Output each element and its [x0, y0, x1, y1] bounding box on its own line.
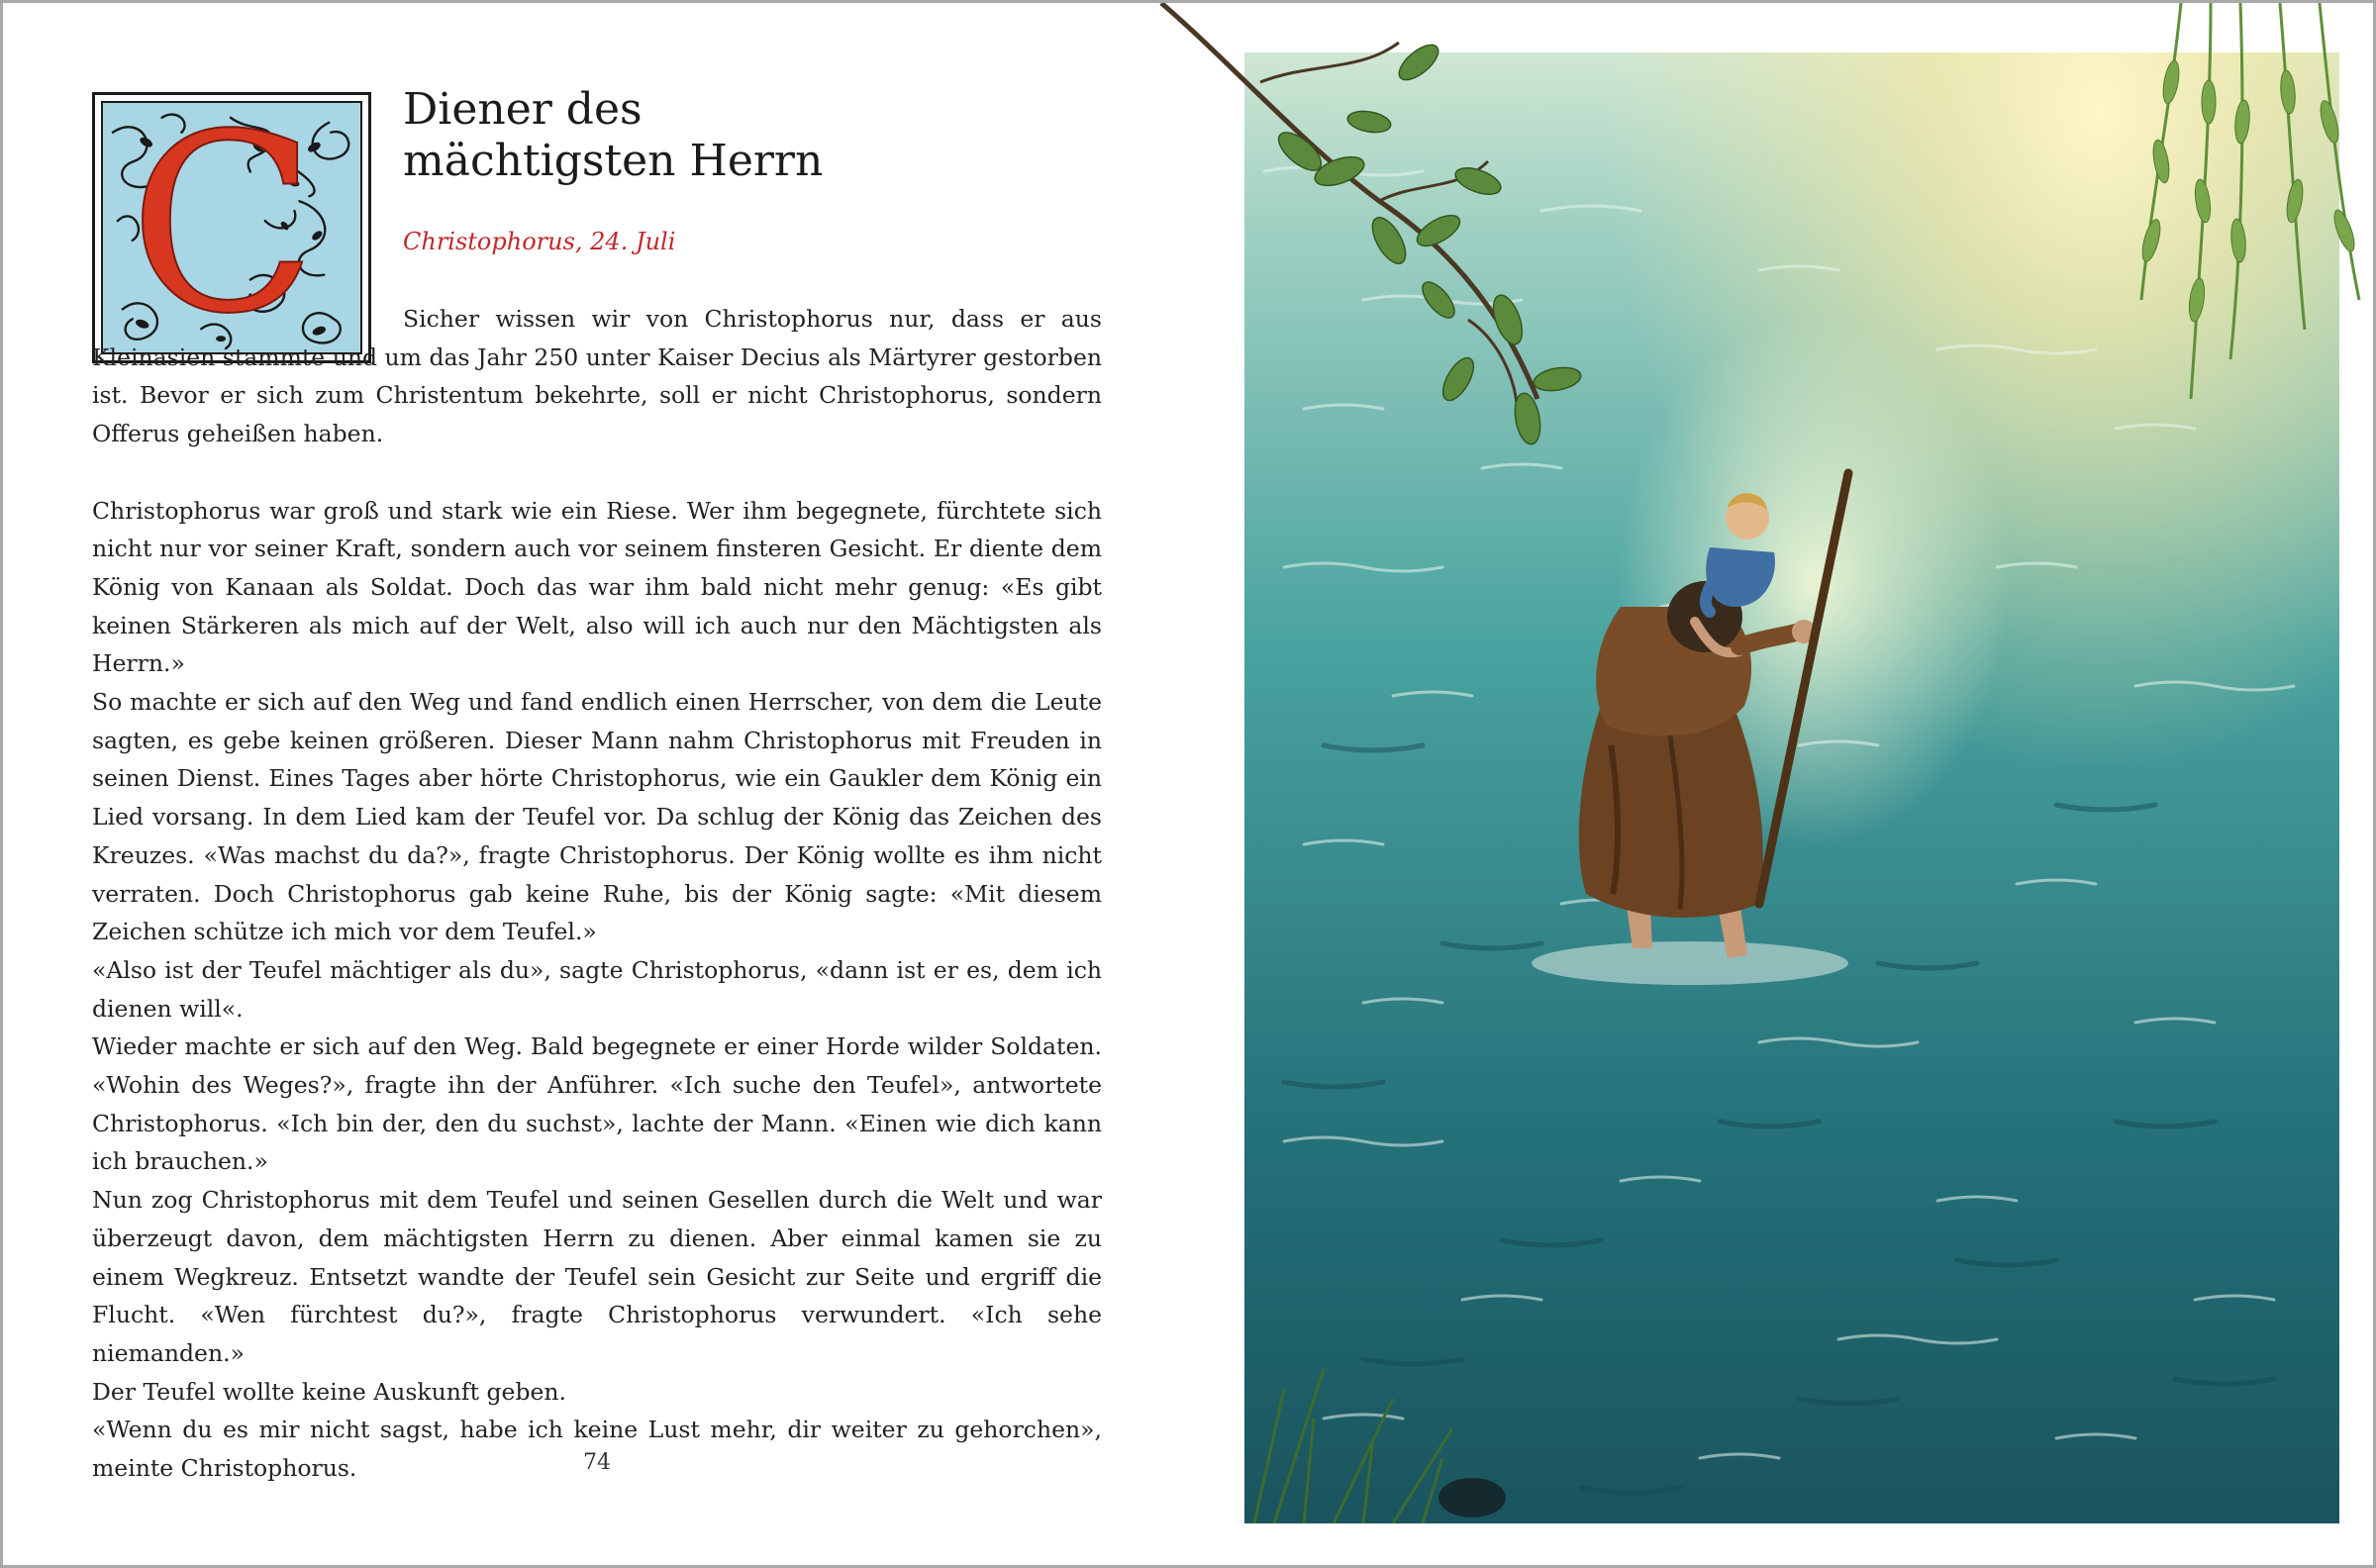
page-title: [403, 84, 1116, 187]
paragraph-1: Sicher wissen wir von Christophorus nur, dass er aus Kleinasien stammte und um das Jahr 250 unter Kaiser Decius als Märtyrer gestorben ist. Bevor er sich zum Christentum bekehrte, soll er nicht Christophorus, sondern Offerus geheißen haben.: [92, 305, 1102, 448]
page-number: 74: [583, 1450, 611, 1475]
story-text: [92, 300, 1102, 1488]
paragraph-7: Der Teufel wollte keine Auskunft geben.: [92, 1377, 567, 1406]
halo-glow: [1244, 52, 2339, 1523]
left-page: [3, 3, 1151, 1568]
svg-text:C: C: [129, 103, 317, 352]
paragraph-4: «Also ist der Teufel mächtiger als du», sagte Christophorus, «dann ist er es, dem ich dienen will«.: [92, 955, 1102, 1023]
paragraph-2: Christophorus war groß und stark wie ein Riese. Wer ihm begegnete, fürchtete sich nicht nur vor seiner Kraft, sondern auch vor seinem finsteren Gesicht. Er diente dem König von Kanaan als Soldat. Doch das war ihm bald nicht mehr genug: «Es gibt keinen Stärkeren als mich auf der Welt, also will ich auch nur den Mächtigsten als Herrn.»: [92, 496, 1102, 678]
title-line-1: Diener des: [403, 84, 643, 135]
painting-canvas: [1244, 52, 2339, 1523]
paragraph-6: Nun zog Christophorus mit dem Teufel und seinen Gesellen durch die Welt und war überzeugt davon, dem mächtigsten Herrn zu dienen. Aber einmal kamen sie zu einem Wegkreuz. Entsetzt wandte der Teufel sein Gesicht zur Seite und ergriff die Flucht. «Wen fürchtest du?», fragte Christophorus verwundert. «Ich sehe niemanden.»: [92, 1186, 1102, 1367]
paragraph-3: So machte er sich auf den Weg und fand endlich einen Herrscher, von dem die Leute sagten, es gebe keinen größeren. Dieser Mann nahm Christophorus mit Freuden in seinen Dienst. Eines Tages aber hörte Christophorus, wie ein Gaukler dem König ein Lied vorsang. In dem Lied kam der Teufel vor. Da schlug der König das Zeichen des Kreuzes. «Was machst du da?», fragte Christophorus. Der König wollte es ihm nicht verraten. Doch Christophorus gab keine Ruhe, bis der König sagte: «Mit diesem Zeichen schütze ich mich vor dem Teufel.»: [92, 688, 1102, 946]
title-line-2: mächtigsten Herrn: [403, 136, 824, 186]
river-crossing-illustration: [1244, 52, 2339, 1523]
paragraph-5: Wieder machte er sich auf den Weg. Bald begegnete er einer Horde wilder Soldaten. «Wohin des Weges?», fragte ihn der Anführer. «Ich suche den Teufel», antwortete Christophorus. «Ich bin der, den du suchst», lachte der Mann. «Einen wie dich kann ich brauchen.»: [92, 1032, 1102, 1176]
page-subtitle: Christophorus, 24. Juli: [403, 228, 676, 255]
paragraph-8: «Wenn du es mir nicht sagst, habe ich keine Lust mehr, dir weiter zu gehorchen», meinte Christophorus.: [92, 1416, 1102, 1483]
